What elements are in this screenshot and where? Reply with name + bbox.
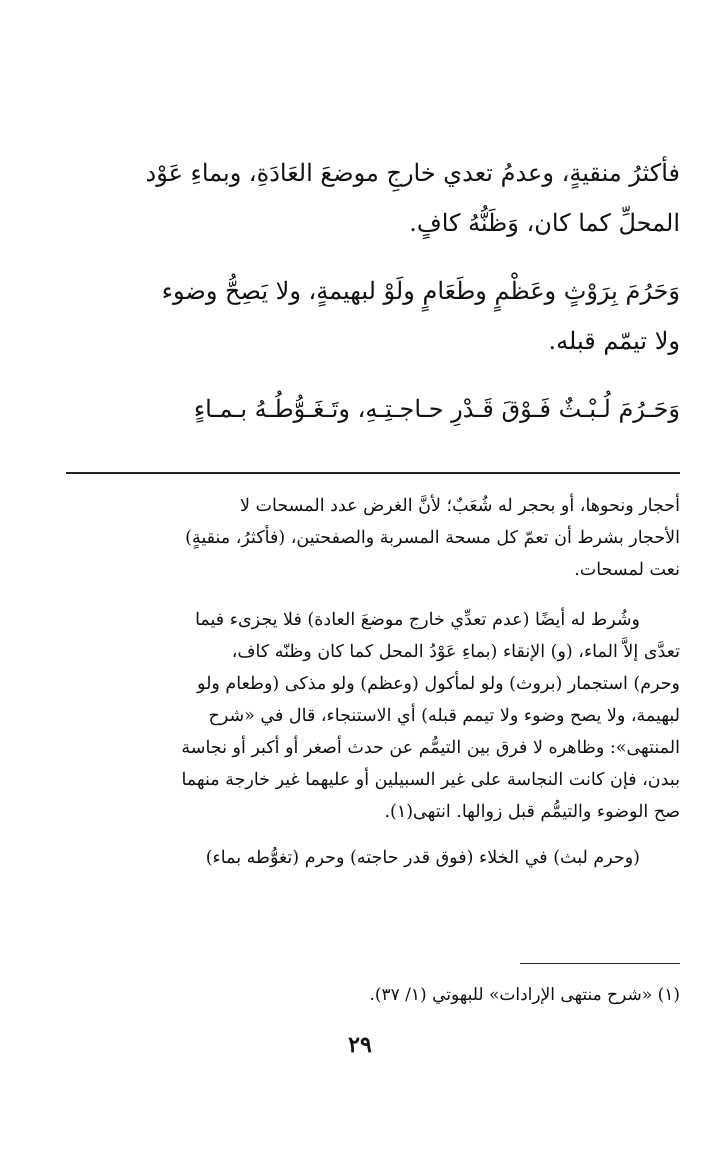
main-line: فأكثرُ منقيةٍ، وعدمُ تعدي خارجِ موضعَ العَادَةِ، وبماءِ عَوْد bbox=[145, 159, 680, 187]
commentary-line: نعت لمسحات. bbox=[574, 560, 680, 580]
footnote-rule bbox=[520, 963, 680, 964]
commentary-line: أحجار ونحوها، أو بحجر له شُعَبٌ؛ لأنَّ الغرض عدد المسحات لا bbox=[240, 496, 680, 516]
main-line: المحلِّ كما كان، وَظَنُّهُ كافٍ. bbox=[409, 209, 680, 237]
commentary-line: صح الوضوء والتيمُّم قبل زوالها. انتهى(١). bbox=[384, 802, 680, 822]
commentary-line: وحرم) استجمار (بروث) ولو لمأكول (وعظم) ولو مذكى (وطعام ولو bbox=[197, 674, 680, 694]
page-number: ٢٩ bbox=[348, 1032, 372, 1058]
commentary-line: تعدَّى إلاَّ الماء، (و) الإنقاء (بماءِ عَوْدُ المحل كما كان وظنّه كاف، bbox=[231, 642, 680, 662]
footnote: (١) «شرح منتهى الإرادات» للبهوتي (١/ ٣٧). bbox=[369, 985, 680, 1005]
main-line: وَحَرُمَ بِرَوْثٍ وعَظْمٍ وطَعَامٍ ولَوْ لبهيمةٍ، ولا يَصِحُّ وضوء bbox=[161, 277, 680, 305]
divider-rule bbox=[66, 472, 680, 474]
commentary-line: وشُرط له أيضًا (عدم تعدِّي خارج موضعَ العادة) فلا يجزىء فيما bbox=[195, 610, 640, 630]
commentary-line: الأحجار بشرط أن تعمّ كل مسحة المسربة والصفحتين، (فأكثرُ، منقيةٍ) bbox=[185, 528, 680, 548]
commentary-line: (وحرم لبث) في الخلاء (فوق قدر حاجته) وحرم (تغوُّطه بماء) bbox=[205, 848, 640, 868]
commentary-line: المنتهى»: وظاهره لا فرق بين التيمُّم عن حدث أصغر أو أكبر أو نجاسة bbox=[181, 738, 680, 758]
main-text bbox=[66, 148, 680, 434]
commentary-text bbox=[66, 490, 680, 874]
commentary-line: لبهيمة، ولا يصح وضوء ولا تيمم قبله) أي الاستنجاء، قال في «شرح bbox=[208, 706, 680, 726]
main-line: ولا تيمّم قبله. bbox=[548, 327, 680, 355]
commentary-line: ببدن، فإن كانت النجاسة على غير السبيلين أو عليهما غير خارجة منهما bbox=[181, 770, 680, 790]
main-line: وَحَـرُمَ لُـبْـثٌ فَـوْقَ قَـدْرِ حـاجـتِـهِ، وتَـغَـوُّطُـهُ بـمـاءٍ bbox=[193, 395, 680, 423]
